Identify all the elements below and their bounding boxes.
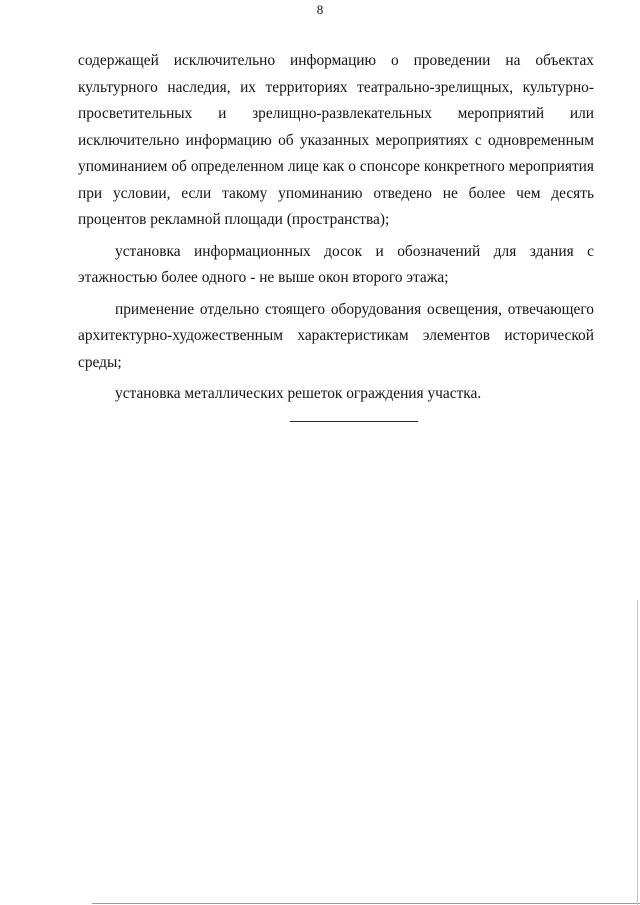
paragraph-continuation: содержащей исключительно информацию о проведении на объектах культурного наследия, их территориях театрально-зрелищных, культурно-просветительных и зрелищно-развлекательных мероприятий или исключительно информацию об указанных мероприятиях с одновременным упоминанием об определенном лице как о спонсоре конкретного мероприятия при условии, если такому упоминанию отведено не более чем десять процентов рекламной площади (пространства); — [78, 52, 594, 228]
scan-edge-line — [92, 903, 640, 904]
paragraph-info-boards: установка информационных досок и обозначений для здания с этажностью более одного - не выше окон второго этажа; — [78, 242, 594, 286]
scan-edge-line — [637, 600, 638, 905]
paragraph-lighting: применение отдельно стоящего оборудования освещения, отвечающего архитектурно-художественным характеристикам элементов исторической среды; — [78, 300, 594, 371]
page-number: 8 — [316, 2, 324, 17]
paragraph-fence: установка металлических решеток ограждения участка. — [115, 385, 482, 402]
end-of-text-rule — [290, 421, 418, 422]
document-body — [78, 48, 594, 422]
